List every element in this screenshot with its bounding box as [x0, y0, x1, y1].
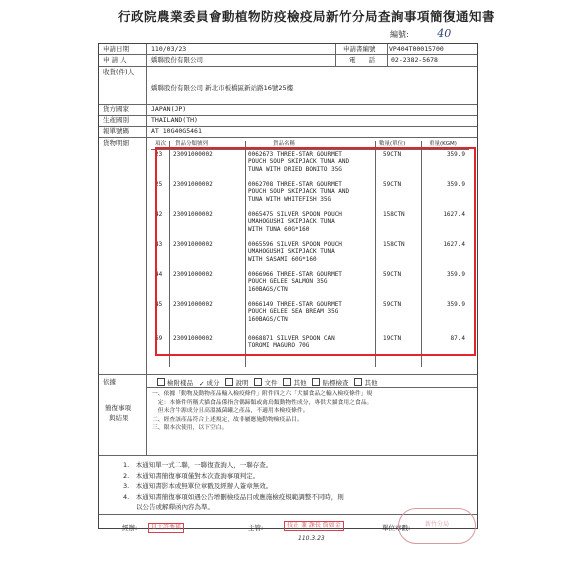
basis-option-label: 文件	[264, 379, 278, 387]
cell-qty: 59CTN	[383, 271, 402, 278]
application-number-label: 申請書編號	[343, 45, 376, 53]
cell-name-line: 0066966 THREE-STAR GOURMET	[248, 271, 342, 278]
cell-code: 23091000002	[173, 211, 213, 218]
handler-stamp: 員士許秀瑛	[148, 523, 184, 533]
goods-detail-label: 貨物明細	[103, 139, 129, 147]
basis-checkbox	[157, 378, 165, 386]
cell-name-line: UMAHOGUSHI SKIPJACK TUNA	[248, 218, 335, 226]
footnote-line: 以公告或解釋函內容為準。	[123, 503, 214, 511]
basis-option-label: 貼標檢查	[322, 379, 349, 387]
declaration-number-value: AT 10G40G5461	[151, 127, 202, 135]
recipient-value: 嬌聯股份有限公司 新北市板橋區新站路16號25樓	[151, 84, 294, 92]
header-code: 貨品分類號列	[175, 141, 209, 147]
cell-item: 43	[155, 241, 163, 248]
basis-option-label: 其他	[293, 379, 307, 387]
cell-name-line: 0065475 SILVER SPOON POUCH	[248, 211, 342, 218]
cell-name-line: WITH SASAMI 60G*160	[248, 255, 317, 263]
highlight-box	[155, 147, 476, 356]
cell-item: 69	[155, 335, 163, 342]
cell-name-line: TUNA WITH WHITEFISH 35G	[248, 195, 332, 203]
cell-weight: 359.9	[446, 151, 465, 158]
origin-country-value: THAILAND(TH)	[151, 116, 198, 124]
basis-option-label: 檢附樣品	[167, 379, 193, 387]
header-qty: 數量(單位)	[379, 141, 406, 147]
footnote-line: 3. 本通知書影本或無單位章戳及經辦人簽章無效。	[123, 482, 273, 490]
basis-checkbox	[354, 378, 362, 386]
cell-code: 23091000002	[173, 271, 213, 278]
footnotes	[123, 460, 423, 513]
footnote-line: 2. 本通知書簡復事項僅對本次查詢事項判定。	[123, 471, 260, 480]
cell-name-line: TOROMI MAGURO 70G	[248, 342, 310, 350]
reply-line: 但未含牛源成分且高溫滅菌罐之產品，不適用本檢疫條件。	[152, 408, 309, 414]
basis-checkbox: ✓	[199, 380, 205, 388]
cell-name-line: WITH TUNA 60G*160	[248, 225, 310, 233]
cell-code: 23091000002	[173, 335, 213, 342]
serial-label: 編號:	[390, 30, 409, 39]
header-name: 貨品名稱	[273, 141, 296, 147]
phone-label: 電 話	[349, 56, 375, 64]
cell-code: 23091000002	[173, 181, 213, 188]
basis-option-label: 成分	[206, 379, 220, 387]
handler-label: 經辦:	[122, 524, 138, 532]
cell-name-line: 0066149 THREE-STAR GOURMET	[248, 301, 342, 308]
cell-weight: 1627.4	[443, 211, 465, 218]
cell-name-line: 0068871 SILVER SPOON CAN	[248, 335, 335, 342]
cell-name-line: POUCH GELEE SEA BREAM 35G	[248, 308, 339, 316]
reply-line: 三、限本次使用，以下空白。	[152, 425, 228, 431]
basis-checkbox	[254, 378, 262, 386]
cell-name-line: 160BAGS/CTN	[248, 315, 288, 323]
application-number-value: VP404T00015700	[389, 45, 444, 53]
unit-round-stamp	[398, 508, 476, 544]
cell-item: 25	[155, 181, 163, 188]
date-label: 申請日期	[103, 45, 129, 53]
rule	[99, 66, 477, 67]
unit-stamp-text: 新竹分局	[424, 521, 449, 528]
reply-line: 一、依據「動物及動物產品輸入檢疫條件」附件四之六「犬貓食品之輸入檢疫條件」規	[152, 391, 373, 397]
declaration-number-label: 報單號碼	[103, 127, 129, 135]
cell-qty: 59CTN	[383, 301, 402, 308]
phone-value: 02-2382-5678	[391, 56, 438, 64]
cell-name-line: 0062708 THREE-STAR GOURMET	[248, 181, 342, 188]
reply-text	[152, 390, 472, 433]
cell-item: 23	[155, 151, 163, 158]
cell-code: 23091000002	[173, 151, 213, 158]
cell-name-line: 0062673 THREE-STAR GOURMET	[248, 151, 342, 158]
cell-weight: 1627.4	[443, 241, 465, 248]
reply-line: 定：本條件所稱犬貓食品係指含偶蹄類或禽鳥類動物性成分，專供犬貓食用之食品。	[152, 399, 373, 406]
cell-qty: 158CTN	[383, 241, 405, 248]
reply-label-1: 簡復事項	[105, 404, 131, 412]
applicant-value: 嬌聯股份有限公司	[151, 56, 203, 64]
cell-name-line: 0065596 SILVER SPOON POUCH	[248, 241, 342, 248]
cell-qty: 59CTN	[383, 181, 402, 188]
cell-weight: 359.9	[446, 271, 465, 278]
rule	[99, 455, 477, 456]
cell-item: 44	[155, 271, 163, 278]
rule	[146, 387, 477, 388]
basis-checkbox	[312, 378, 320, 386]
rule	[99, 54, 477, 55]
cell-name-line: POUCH SOUP SKIPJACK TUNA AND	[248, 158, 350, 166]
cell-qty: 158CTN	[383, 211, 405, 218]
cell-code: 23091000002	[173, 301, 213, 308]
basis-checkbox	[283, 378, 291, 386]
basis-option-label: 其他	[364, 379, 378, 387]
cell-weight: 359.9	[446, 181, 465, 188]
document-title: 行政院農業委員會動植物防疫檢疫局新竹分局查詢事項簡復通知書	[118, 9, 496, 24]
cell-item: 42	[155, 211, 163, 218]
cell-qty: 59CTN	[383, 151, 402, 158]
unit-stamp-label: 單位章戳:	[382, 524, 411, 532]
cell-qty: 19CTN	[383, 335, 402, 342]
handwritten-date: 110.3.23	[298, 535, 325, 542]
cell-item: 45	[155, 301, 163, 308]
basis-checkbox	[225, 378, 233, 386]
rule	[387, 44, 388, 66]
cell-code: 23091000002	[173, 241, 213, 248]
rule	[335, 44, 336, 66]
header-item: 項次	[155, 141, 167, 147]
cell-name-line: POUCH GELEE SALMON 35G	[248, 278, 328, 286]
origin-country-label: 生產國別	[103, 116, 129, 124]
cell-name-line: TUNA WITH DRIED BONITO 35G	[248, 165, 342, 173]
cell-name-line: 160BAGS/CTN	[248, 285, 288, 293]
recipient-label: 收貨(件)人	[103, 68, 135, 76]
export-country-value: JAPAN(JP)	[151, 105, 187, 113]
supervisor-stamp: 技正 兼 課長 詹如金	[284, 521, 344, 531]
footnote-line: 4. 本通知書簡復事項如遇公告增刪檢疫品目或應施檢疫規範調整不同時，則	[123, 492, 344, 501]
cell-weight: 359.9	[446, 301, 465, 308]
serial-value: 40	[437, 27, 452, 40]
basis-label: 依據	[103, 378, 116, 386]
basis-option-label: 說明	[235, 379, 249, 387]
supervisor-label: 主管:	[248, 524, 264, 532]
header-weight: 重量(KGM)	[429, 141, 457, 147]
date-value: 110/03/23	[151, 45, 187, 53]
cell-weight: 87.4	[450, 335, 465, 342]
reply-line: 二、經查該產品符合上述規定，故非屬應施動物檢疫品目。	[152, 416, 303, 423]
rule	[99, 374, 477, 375]
rule	[99, 137, 477, 138]
applicant-label: 申 請 人	[103, 56, 127, 64]
reply-label-2: 與結果	[109, 414, 129, 422]
export-country-label: 貨方國家	[103, 105, 129, 113]
footnote-line: 1. 本通知單一式二聯，一聯復查詢人，一聯存查。	[123, 461, 273, 469]
cell-name-line: POUCH SOUP SKIPJACK TUNA AND	[248, 188, 350, 196]
serial-number	[390, 27, 451, 40]
cell-name-line: UMAHOGUSHI SKIPJACK TUNA	[248, 248, 335, 256]
